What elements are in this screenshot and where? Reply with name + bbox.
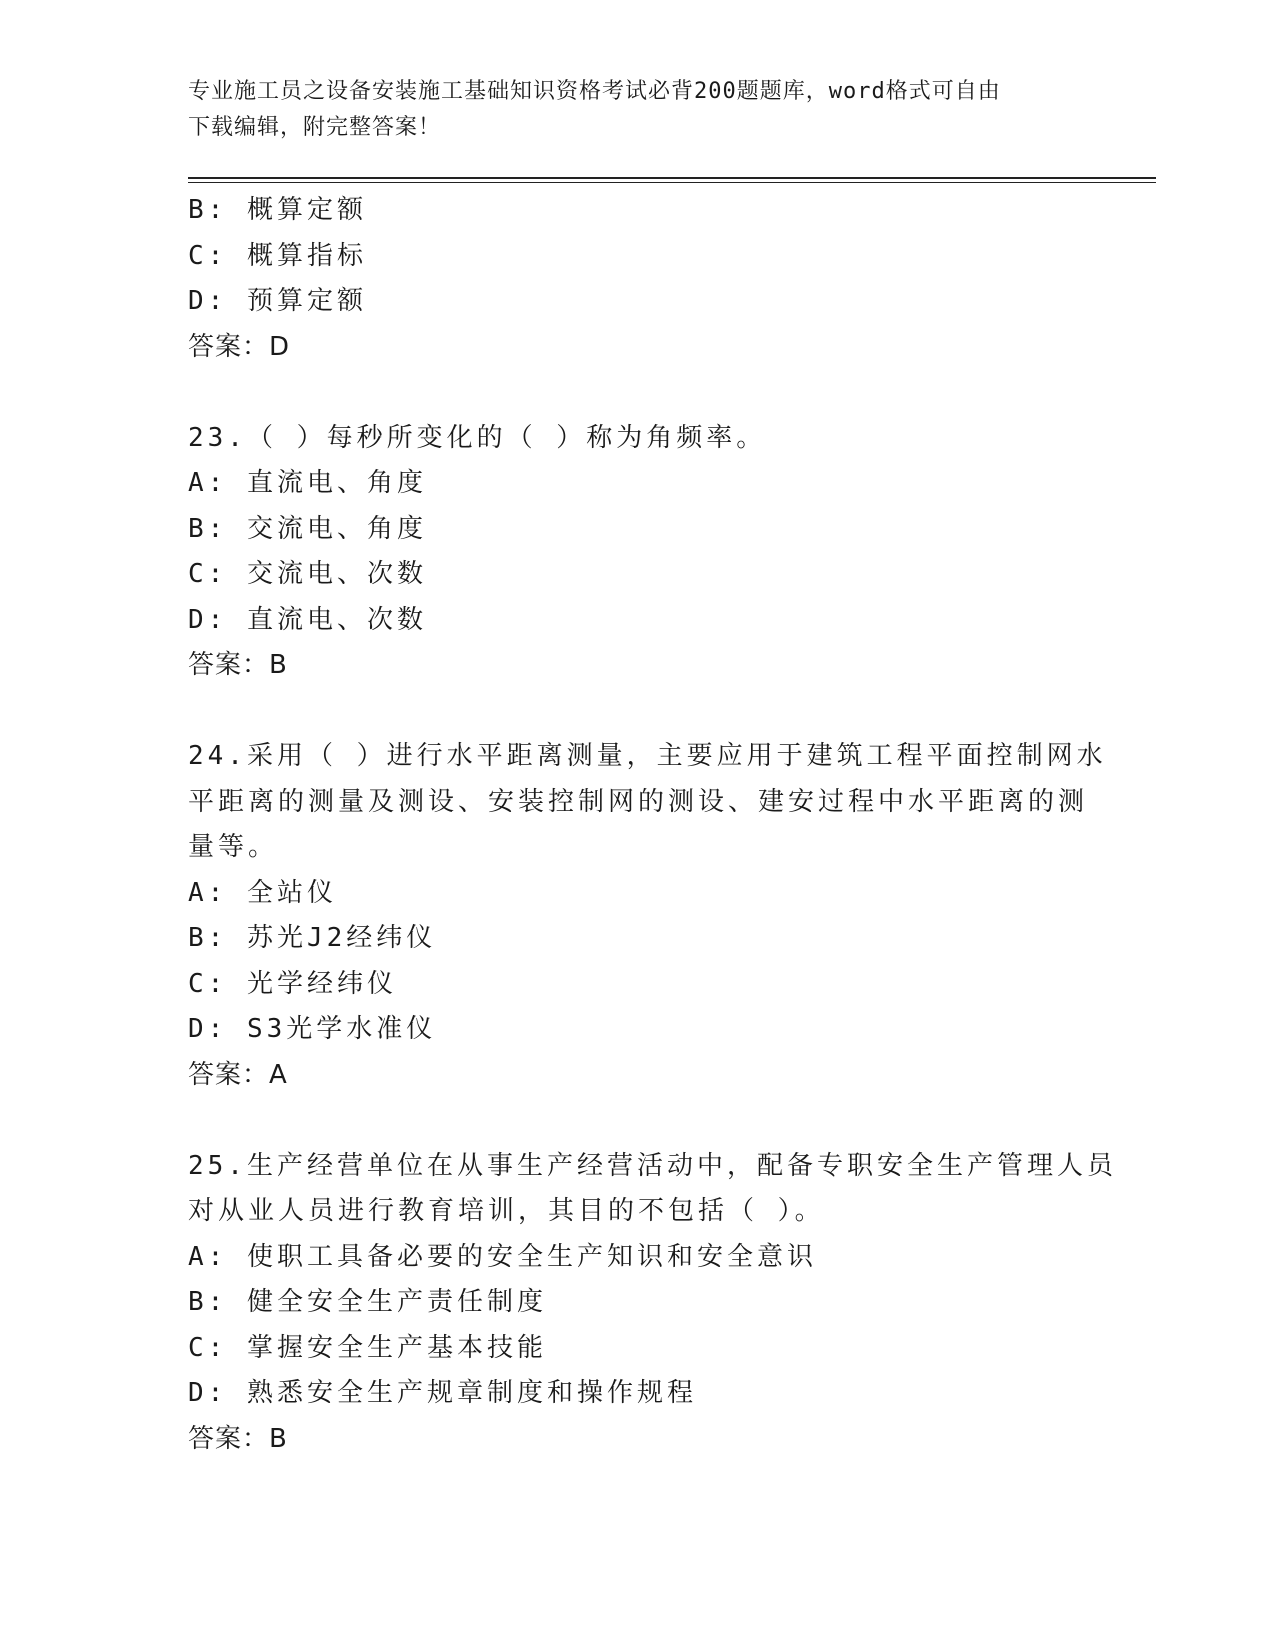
option-d: D: 直流电、次数 — [188, 604, 427, 635]
option-c: C: 交流电、次数 — [188, 559, 427, 589]
answer-label: 答案： — [188, 331, 270, 362]
header-line-2: 下载编辑，附完整答案！ — [188, 115, 442, 140]
option-b: B: 交流电、角度 — [188, 513, 427, 544]
answer-line — [188, 325, 1088, 371]
spacer — [188, 370, 1088, 416]
option-b: B: 健全安全生产责任制度 — [188, 1287, 547, 1317]
question-list — [188, 188, 1117, 1462]
answer-label: 答案： — [188, 1059, 270, 1090]
header-line-1: 专业施工员之设备安装施工基础知识资格考试必背200题题库，word格式可自由 — [188, 79, 1001, 104]
option-d: D: 熟悉安全生产规章制度和操作规程 — [188, 1378, 697, 1408]
answer-value: B — [269, 650, 288, 680]
spacer — [188, 1098, 1088, 1144]
answer-line — [188, 643, 1088, 689]
question-24 — [188, 734, 1107, 1098]
question-stem: 23.（ ）每秒所变化的（ ）称为角频率。 — [188, 422, 767, 453]
answer-label: 答案： — [188, 1423, 270, 1454]
option-b: B: 概算定额 — [188, 195, 367, 225]
answer-line — [188, 1053, 1088, 1099]
option-a: A: 全站仪 — [188, 877, 337, 908]
header-rule-thin — [188, 182, 1156, 183]
option-c: C: 概算指标 — [188, 240, 367, 271]
question-stem: 平距离的测量及测设、安装控制网的测设、建安过程中水平距离的测 — [188, 786, 1089, 817]
question-stem: 24.采用（ ）进行水平距离测量，主要应用于建筑工程平面控制网水 — [188, 741, 1107, 771]
header-rule-thick — [188, 177, 1156, 179]
answer-label: 答案： — [188, 650, 270, 680]
option-a: A: 使职工具备必要的安全生产知识和安全意识 — [188, 1241, 817, 1272]
option-c: C: 光学经纬仪 — [188, 968, 397, 999]
answer-value: B — [269, 1423, 288, 1454]
spacer — [188, 689, 1088, 735]
partial-question — [188, 188, 1088, 370]
question-25 — [188, 1144, 1117, 1463]
option-c: C: 掌握安全生产基本技能 — [188, 1332, 547, 1363]
answer-line — [188, 1417, 1088, 1463]
question-stem: 量等。 — [188, 832, 279, 862]
page-header — [188, 74, 1078, 146]
question-stem: 对从业人员进行教育培训，其目的不包括（ ）。 — [188, 1196, 825, 1226]
option-b: B: 苏光J2经纬仪 — [188, 923, 437, 953]
answer-value: A — [269, 1059, 288, 1090]
question-stem: 25.生产经营单位在从事生产经营活动中，配备专职安全生产管理人员 — [188, 1150, 1117, 1181]
option-d: D: 预算定额 — [188, 286, 367, 316]
option-a: A: 直流电、角度 — [188, 468, 427, 498]
answer-value: D — [269, 331, 291, 362]
question-23 — [188, 416, 1088, 689]
option-d: D: S3光学水准仪 — [188, 1014, 437, 1044]
